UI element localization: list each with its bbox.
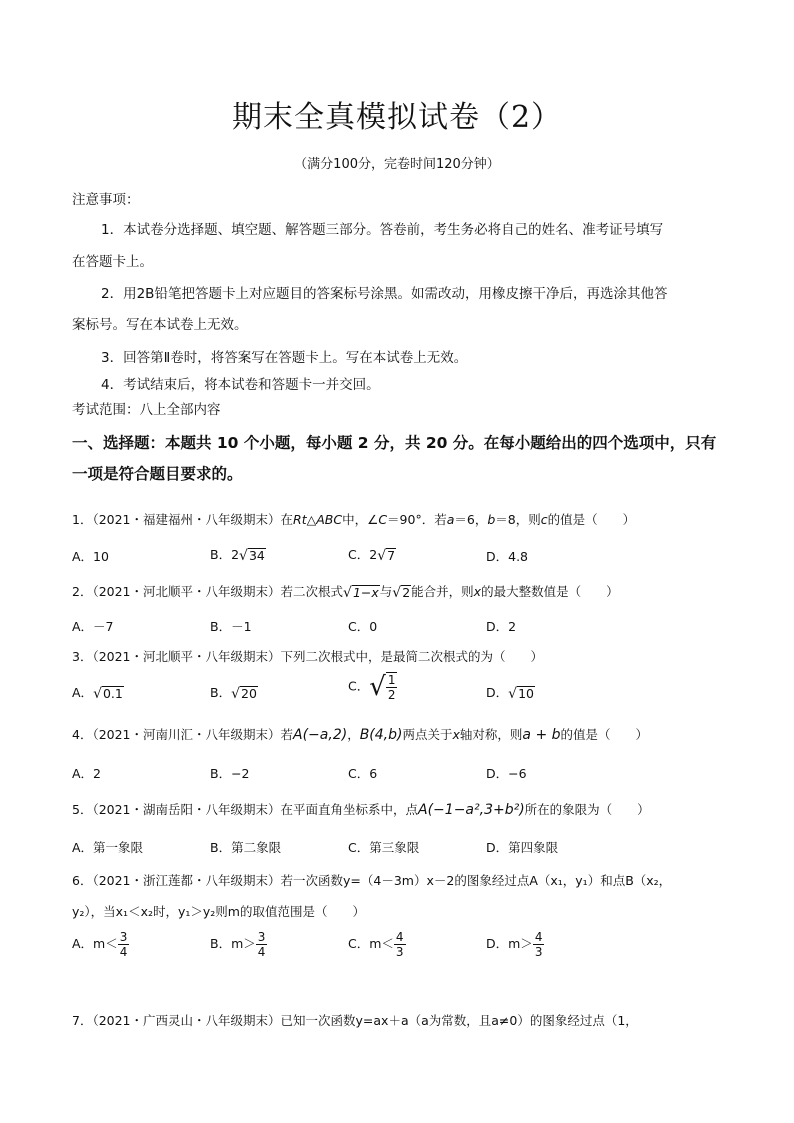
q3-option-c: C．√ $\frac{1}{2}$ bbox=[348, 672, 396, 702]
question-3: 3．（2021・河北顺平・八年级期末）下列二次根式中，是最简二次根式的为（ ） bbox=[72, 649, 544, 664]
q1-option-b: B．2√34 bbox=[210, 547, 265, 564]
notice-item-1-line-2: 在答题卡上。 bbox=[72, 254, 153, 270]
q4-option-c: C．6 bbox=[348, 766, 378, 781]
q4-option-b: B．−2 bbox=[210, 766, 250, 781]
notice-item-3: 3．回答第Ⅱ卷时，将答案写在答题卡上。写在本试卷上无效。 bbox=[101, 350, 468, 366]
q3-option-d: D．√10 bbox=[486, 685, 534, 702]
section-1-heading-line-2: 一项是符合题目要求的。 bbox=[72, 465, 243, 483]
page-title: 期末全真模拟试卷（2） bbox=[231, 100, 563, 135]
q6-option-c: C．m＜ $\frac{4}{3}$ bbox=[348, 930, 404, 959]
q3-option-b: B．√20 bbox=[210, 685, 257, 702]
q2-option-d: D．2 bbox=[486, 619, 517, 634]
q5-option-d: D．第四象限 bbox=[486, 840, 559, 855]
section-1-heading-line-1: 一、选择题：本题共 10 个小题，每小题 2 分，共 20 分。在每小题给出的四个选项中，只有 bbox=[72, 434, 717, 452]
question-6-line-1: 6．（2021・浙江莲都・八年级期末）若一次函数y=（4－3m）x－2的图象经过点A（x₁，y₁）和点B（x₂， bbox=[72, 873, 672, 888]
q1-option-a: A．10 bbox=[72, 549, 109, 564]
q4-option-a: A．2 bbox=[72, 766, 102, 781]
q2-option-a: A．－7 bbox=[72, 619, 114, 634]
question-5: 5．（2021・湖南岳阳・八年级期末）在平面直角坐标系中，点A(−1−a²,3+b²)所在的象限为（ ） bbox=[72, 802, 650, 818]
notice-item-4: 4．考试结束后，将本试卷和答题卡一并交回。 bbox=[101, 377, 380, 393]
q5-option-a: A．第一象限 bbox=[72, 840, 144, 855]
q3-option-a: A．√0.1 bbox=[72, 685, 123, 702]
notice-heading: 注意事项： bbox=[72, 192, 140, 208]
page-subtitle: （满分100分，完卷时间120分钟） bbox=[294, 157, 500, 172]
question-6-line-2: y₂），当x₁＜x₂时，y₁＞y₂则m的取值范围是（ ） bbox=[72, 904, 365, 919]
question-1: 1．（2021・福建福州・八年级期末）在Rt△ABC中，∠C＝90°．若a＝6，b＝8，则c的值是（ ） bbox=[72, 512, 636, 527]
q6-option-a: A．m＜ $\frac{3}{4}$ bbox=[72, 930, 128, 959]
notice-item-2-line-1: 2．用2B铅笔把答题卡上对应题目的答案标号涂黑。如需改动，用橡皮擦干净后，再选涂其他答 bbox=[101, 286, 668, 302]
question-7-line-1: 7．（2021・广西灵山・八年级期末）已知一次函数y=ax＋a（a为常数，且a≠0）的图象经过点（1， bbox=[72, 1013, 638, 1028]
q2-option-c: C．0 bbox=[348, 619, 378, 634]
q5-option-c: C．第三象限 bbox=[348, 840, 420, 855]
q5-option-b: B．第二象限 bbox=[210, 840, 282, 855]
question-4: 4．（2021・河南川汇・八年级期末）若A(−a,2)，B(4,b)两点关于x轴对称，则a + b的值是（ ） bbox=[72, 727, 649, 743]
q1-option-c: C．2√7 bbox=[348, 547, 396, 564]
exam-scope: 考试范围：八上全部内容 bbox=[72, 402, 221, 418]
q2-option-b: B．－1 bbox=[210, 619, 252, 634]
q6-option-b: B．m＞ $\frac{3}{4}$ bbox=[210, 930, 266, 959]
q6-option-d: D．m＞ $\frac{4}{3}$ bbox=[486, 930, 543, 959]
notice-item-2-line-2: 案标号。写在本试卷上无效。 bbox=[72, 317, 248, 333]
q1-option-d: D．4.8 bbox=[486, 549, 529, 564]
notice-item-1-line-1: 1．本试卷分选择题、填空题、解答题三部分。答卷前，考生务必将自己的姓名、准考证号填写 bbox=[101, 222, 664, 238]
q4-option-d: D．−6 bbox=[486, 766, 527, 781]
question-2: 2．（2021・河北顺平・八年级期末）若二次根式√1−x与√2能合并，则x的最大整数值是（ ） bbox=[72, 584, 619, 601]
